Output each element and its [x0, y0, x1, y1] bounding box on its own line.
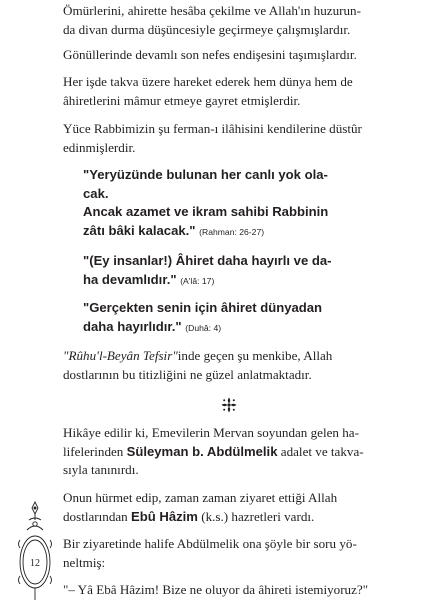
person-name: Ebû Hâzim: [131, 508, 198, 524]
paragraph-story-start: [63, 424, 410, 480]
quote-line: cak.: [83, 185, 109, 201]
person-name: Süleyman b. Abdülmelik: [126, 443, 278, 459]
verse-citation: (A'lâ: 17): [180, 275, 215, 286]
quote-line: daha hayırlıdır.": [83, 318, 182, 334]
verse-quote-duha: [83, 299, 403, 337]
quote-line: zâtı bâki kalacak.": [83, 222, 196, 238]
quote-line: ha devamlıdır.": [83, 271, 177, 287]
paragraph-line: lifelerinden: [63, 443, 127, 459]
paragraph-question-intro: [63, 535, 410, 572]
paragraph-line: Ömürlerini, ahirette hesâba çekilme ve Allah'ın huzurun-: [63, 3, 361, 18]
page-number: 12: [30, 558, 40, 569]
quote-line: "(Ey insanlar!) Âhiret daha hayırlı ve da-: [83, 253, 332, 268]
quote-line: "Yeryüzünde bulunan her canlı yok ola-: [83, 167, 328, 182]
verse-citation: (Rahman: 26-27): [199, 226, 265, 237]
quote-mark: ": [172, 348, 178, 363]
quote-line: "Gerçekten senin için âhiret dünyadan: [83, 300, 323, 315]
paragraph-line: neltmiş:: [63, 554, 106, 570]
quote-mark: ": [63, 348, 69, 363]
paragraph-intro: [63, 2, 410, 39]
verse-quote-ala: [83, 252, 403, 290]
paragraph-line: adalet ve takva-: [277, 443, 364, 459]
paragraph-line: dostlarından: [63, 508, 132, 524]
paragraph-line: Onun hürmet edip, zaman zaman ziyaret ettiği Allah: [63, 490, 338, 505]
paragraph-line: Hikâye edilir ki, Emevilerin Mervan soyundan gelen ha-: [63, 425, 359, 440]
paragraph-line: edinmişlerdir.: [63, 139, 136, 155]
paragraph-ruhul-beyan: [63, 347, 410, 384]
ornamental-page-border-icon: [17, 500, 53, 600]
paragraph-line: Her işde takva üzere hareket ederek hem dünya hem de: [63, 74, 353, 89]
paragraph-line: inde geçen şu menkibe, Allah: [177, 348, 333, 363]
paragraph-taqwa: [63, 73, 410, 110]
floral-ornament-icon: [220, 396, 238, 414]
paragraph-line: Yüce Rabbimizin şu ferman-ı ilâhisini kendilerine düstûr: [63, 121, 362, 136]
quote-line: Ancak azamet ve ikram sahibi Rabbinin: [83, 204, 329, 219]
paragraph-line: (k.s.) hazretleri vardı.: [197, 508, 315, 524]
verse-citation: (Duhâ: 4): [185, 322, 222, 333]
paragraph-ebu-hazim: [63, 489, 410, 526]
paragraph-question: [63, 581, 410, 600]
paragraph-line: Bir ziyaretinde halife Abdülmelik ona şöyle bir soru yö-: [63, 536, 357, 551]
book-title: Rûhu'l-Beyân Tefsir: [68, 348, 173, 363]
paragraph-command: [63, 120, 410, 157]
paragraph-line: da divan durma düşüncesiyle geçirmeye çalışmışlardır.: [63, 21, 351, 37]
paragraph-line: âhiretlerini mâmur etmeye gayret etmişlerdir.: [63, 92, 301, 108]
paragraph-last-breath: [63, 46, 410, 65]
verse-quote-rahman: [83, 166, 403, 241]
paragraph-line: Gönüllerinde devamlı son nefes endişesini taşımışlardır.: [63, 47, 357, 62]
paragraph-line: dostlarının bu titizliğini ne güzel anlatmaktadır.: [63, 366, 312, 382]
paragraph-line: "– Yâ Ebâ Hâzim! Bize ne oluyor da âhireti istemiyoruz?": [63, 582, 369, 597]
paragraph-line: sıyla tanınırdı.: [63, 462, 139, 477]
